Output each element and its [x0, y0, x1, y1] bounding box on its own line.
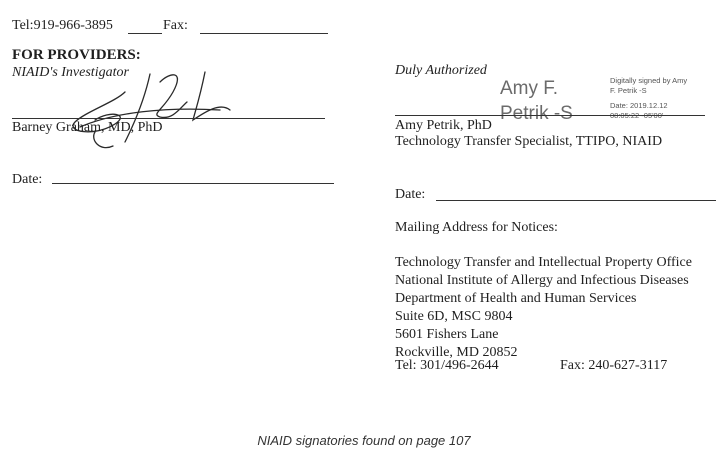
- authorized-title: Technology Transfer Specialist, TTIPO, NIAID: [395, 134, 663, 149]
- investigator-signature-line: [12, 118, 325, 119]
- sig-detail-line: Digitally signed by Amy: [610, 76, 688, 85]
- notices-tel: Tel: 301/496-2644: [395, 358, 499, 373]
- investigator-role: NIAID's Investigator: [12, 65, 129, 80]
- provider-tel-text: Tel:919-966-3895: [12, 18, 113, 33]
- address-line: National Institute of Allergy and Infectious Diseases: [395, 273, 689, 288]
- duly-authorized-label: Duly Authorized: [395, 63, 487, 78]
- digital-signature-first-name: Amy F.: [500, 78, 559, 99]
- sig-detail-line: F. Petrik -S: [610, 86, 647, 95]
- fax-blank-line: [200, 33, 328, 34]
- address-line: 5601 Fishers Lane: [395, 327, 499, 342]
- address-line: Rockville, MD 20852: [395, 345, 518, 360]
- page-caption: NIAID signatories found on page 107: [257, 433, 471, 448]
- notices-fax: Fax: 240-627-3117: [560, 358, 668, 373]
- provider-fax-label: Fax:: [163, 18, 188, 33]
- digital-signature-last-name: Petrik -S: [500, 103, 573, 124]
- mailing-address-label: Mailing Address for Notices:: [395, 220, 558, 235]
- provider-tel: [12, 18, 113, 34]
- address-line: Technology Transfer and Intellectual Property Office: [395, 255, 692, 270]
- investigator-date-line: [52, 183, 334, 184]
- authorized-date-line: [436, 200, 716, 201]
- authorized-date-label: Date:: [395, 187, 426, 202]
- mailing-address-block: [395, 254, 692, 362]
- investigator-date-label: Date:: [12, 172, 43, 187]
- handwritten-signature: [55, 62, 255, 152]
- address-line: Suite 6D, MSC 9804: [395, 309, 513, 324]
- sig-detail-line: Date: 2019.12.12: [610, 101, 668, 110]
- tel-underline: [128, 33, 162, 34]
- investigator-name: Barney Graham, MD, PhD: [12, 120, 163, 135]
- for-providers-heading: FOR PROVIDERS:: [12, 47, 141, 63]
- authorized-name: Amy Petrik, PhD: [395, 118, 492, 133]
- sig-detail-line: 08:05:22 -05'00': [610, 111, 664, 120]
- address-line: Department of Health and Human Services: [395, 291, 637, 306]
- authorized-signature-line: [395, 115, 705, 116]
